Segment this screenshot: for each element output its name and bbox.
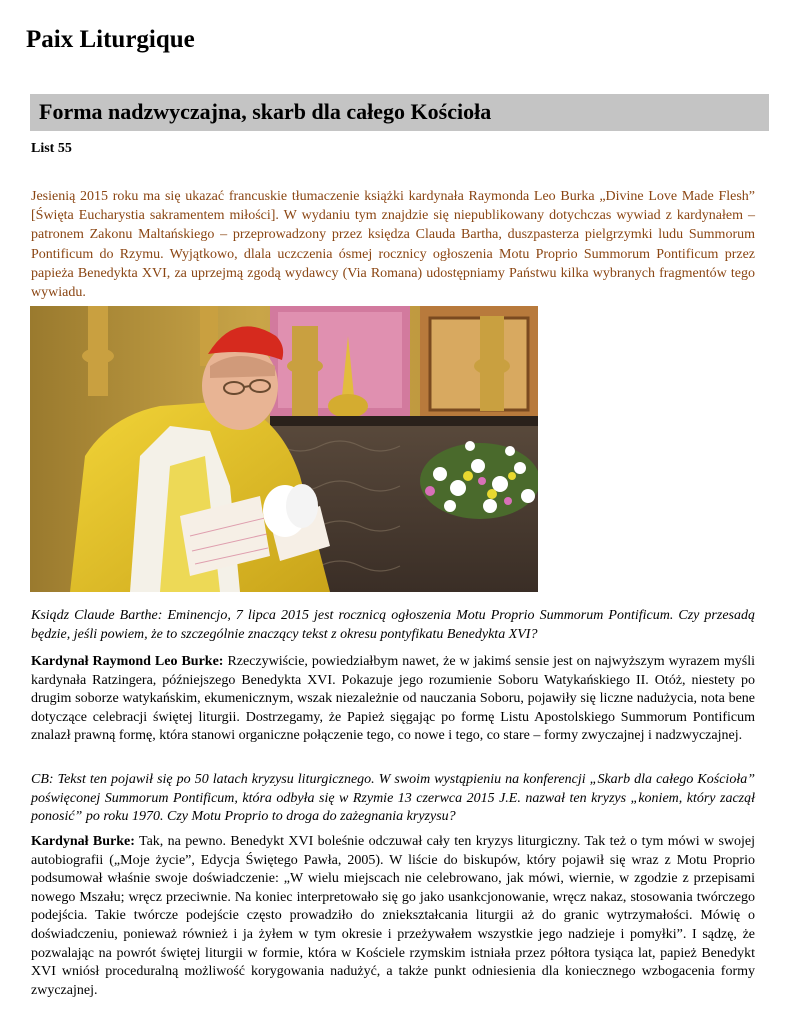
lead-paragraph: Jesienią 2015 roku ma się ukazać francuskie tłumaczenie książki kardynała Raymonda Leo Burka „Divine Love Made Flesh” [Święta Eucharystia sakramentem miłości]. W wydaniu tym znajdzie się niepublikowany dotychczas wywiad z kardynałem – patronem Zakonu Maltańskiego – przeprowadzony przez księdza Clauda Bartha, duszpasterza pielgrzymki ludu Summorum Pontificum do Rzymu. Wyjątkowo, dlala uczczenia ósmej rocznicy ogłoszenia Motu Proprio Summorum Pontificum przez papieża Benedykta XVI, za uprzejmą zgodą wydawcy (Via Romana) udostępniamy Państwu kilka wybranych fragmentów tego wywiadu. xyxy=(31,189,755,301)
answer-2 xyxy=(31,833,755,1000)
list-number: List 55 xyxy=(31,141,72,156)
question-2: CB: Tekst ten pojawił się po 50 latach kryzysu liturgicznego. W swoim wystąpieniu na konferencji „Skarb dla całego Kościoła” poświęconej Summorum Pontificum, która odbyła się w Rzymie 13 czerwca 2015 J.E. nazwał ten kryzys „koniem, który zaczął ponosić” po roku 1970. Czy Motu Proprio to droga do zażegnania kryzysu? xyxy=(31,772,755,825)
answer-text: Tak, na pewno. Benedykt XVI boleśnie odczuwał cały ten kryzys liturgiczny. Tak też o tym mówi w swojej autobiografii („Moje życie”, Edycja Świętego Pawła, 2005). W liście do biskupów, który pojawił się wraz z Motu Proprio podsumował właśnie swoje doświadczenie: „W wielu miejscach nie celebrowano, jak mówi, wiernie, w zgodzie z przepisami nowego Mszału; wręcz przeciwnie. Na koniec interpretowało się go jako usankcjonowanie, wręcz nakaz, stosowania twórczego podejścia. Takie twórcze podejście często prowadziło do zniekształcania liturgii aż do granic wytrzymałości. Mówię o doświadczeniu, ponieważ również i ja żyłem w tym okresie i przeżywałem wszystkie jego nadzieje i pomyłki”. I sądzę, że pozwalając na powrót świętej liturgii w formie, która w Kościele rzymskim istniała przez półtora tysiąca lat, papież Benedykt XVI wniósł proceduralną możliwość korygowania nadużyć, a także punkt odniesienia dla koniecznego wzbogacenia formy zwyczajnej. xyxy=(31,834,755,998)
article-title: Forma nadzwyczajna, skarb dla całego Kościoła xyxy=(39,99,492,124)
question-1: Ksiądz Claude Barthe: Eminencjo, 7 lipca 2015 jest rocznicą ogłoszenia Motu Proprio Summorum Pontificum. Czy przesadą będzie, jeśli powiem, że to szczególnie znaczący tekst z okresu pontyfikatu Benedykta XVI? xyxy=(31,608,755,642)
article-header xyxy=(30,94,769,131)
speaker-name: Kardynał Burke: xyxy=(31,834,135,849)
answer-text: Rzeczywiście, powiedziałbym nawet, że w jakimś sensie jest on najwyższym wyrazem myśli kardynała Ratzingera, późniejszego Benedykta XVI. Pokazuje jego rozumienie Soboru Watykańskiego II. Otóż, niestety po drugim soborze watykańskim, ekumenicznym, wszak niezależnie od nauczania Soboru, pojawiły się liczne nadużycia, nota bene dotyczące celebracji świętej liturgii. Dostrzegamy, że Papież sięgając po formę Listu Apostolskiego Summorum Pontificum znalazł prawną formę, która stanowi organiczne połączenie tego, co nowe i tego, co stare – formy zwyczajnej i nadzwyczajnej. xyxy=(31,654,756,744)
cardinal-photo xyxy=(30,306,538,592)
site-title: Paix Liturgique xyxy=(26,26,195,53)
speaker-name: Kardynał Raymond Leo Burke: xyxy=(31,654,224,669)
answer-1 xyxy=(31,653,755,746)
